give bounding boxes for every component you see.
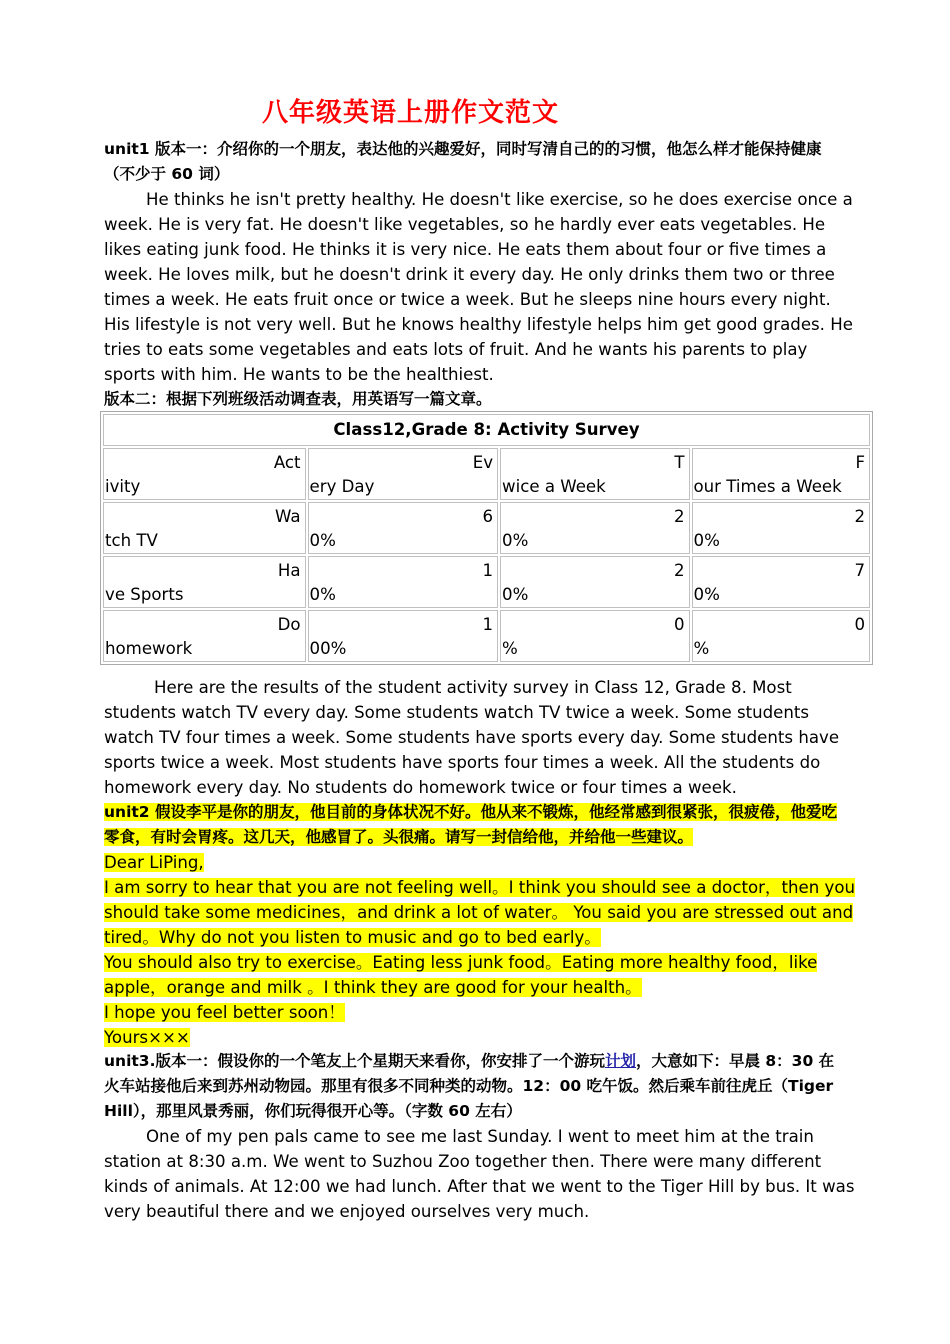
survey-row <box>103 556 870 608</box>
survey-cell-part: 0% <box>502 531 529 550</box>
survey-cell-part: ivity <box>105 477 141 496</box>
survey-cell <box>692 502 870 554</box>
survey-row <box>103 610 870 662</box>
survey-cell-part: wice a Week <box>502 477 606 496</box>
activity-survey-table <box>100 411 873 665</box>
survey-essay-line: sports twice a week. Most students have sports four times a week. All the students do <box>104 753 821 772</box>
survey-cell-part: Ev <box>472 453 494 472</box>
survey-cell-part: homework <box>105 639 193 658</box>
survey-essay <box>104 675 874 800</box>
unit3-section <box>104 1049 874 1224</box>
survey-cell <box>103 502 306 554</box>
survey-cell <box>692 610 870 662</box>
survey-cell-part: Wa <box>275 507 301 526</box>
unit1-essay-line: sports with him. He wants to be the healthiest. <box>104 365 494 384</box>
survey-cell-part: 7 <box>854 561 865 580</box>
survey-cell <box>692 556 870 608</box>
survey-cell-part: Ha <box>277 561 301 580</box>
survey-header-row <box>103 448 870 500</box>
survey-cell-part: Do <box>277 615 301 634</box>
unit1-essay-line: His lifestyle is not very well. But he knows healthy lifestyle helps him get good grades. He <box>104 315 853 334</box>
unit2-letter-line: Yours××× <box>104 1028 190 1047</box>
unit1-section <box>104 137 874 412</box>
survey-cell-part: F <box>855 453 865 472</box>
unit1-essay <box>104 187 874 387</box>
unit3-essay-line: One of my pen pals came to see me last Sunday. I went to meet him at the train <box>146 1127 814 1146</box>
survey-cell-part: 00% <box>309 639 347 658</box>
unit3-prompt-cont: 火车站接他后来到苏州动物园。那里有很多不同种类的动物。12：00 吃午饭。然后乘车前往虎丘（Tiger <box>104 1077 834 1095</box>
unit2-letter-line: You should also try to exercise。Eating less junk food。Eating more healthy food，like <box>104 953 818 972</box>
unit1-essay-line: likes eating junk food. He thinks it is very nice. He eats them about four or five times a <box>104 240 827 259</box>
survey-cell <box>103 610 306 662</box>
survey-cell-part: % <box>502 639 518 658</box>
survey-cell <box>500 448 689 500</box>
survey-cell-part: 0% <box>502 585 529 604</box>
unit2-letter-line: apple，orange and milk 。I think they are good for your health。 <box>104 978 642 997</box>
survey-essay-line: watch TV four times a week. Some students have sports every day. Some students have <box>104 728 840 747</box>
survey-cell-part: 1 <box>482 561 494 580</box>
survey-cell <box>308 502 499 554</box>
survey-cell <box>308 556 499 608</box>
survey-cell-part: T <box>674 453 685 472</box>
unit2-prompt: unit2 假设李平是你的朋友，他目前的身体状况不好。他从来不锻炼，他经常感到很紧张，很疲倦，他爱吃 <box>104 803 837 821</box>
survey-cell-part: ery Day <box>309 477 375 496</box>
unit3-prompt-cont2: Hill），那里风景秀丽，你们玩得很开心等。（字数 60 左右） <box>104 1102 522 1120</box>
version2-prompt: 版本二：根据下列班级活动调查表，用英语写一篇文章。 <box>104 390 492 408</box>
unit2-letter <box>104 850 874 1050</box>
survey-cell-part: tch TV <box>105 531 158 550</box>
unit2-letter-line: Dear LiPing, <box>104 853 204 872</box>
survey-cell-part: 2 <box>673 561 685 580</box>
survey-cell-part: % <box>693 639 710 658</box>
survey-cell-part: ve Sports <box>105 585 184 604</box>
unit2-section <box>104 800 874 1050</box>
survey-cell-part: 6 <box>482 507 494 526</box>
unit1-essay-line: He thinks he isn't pretty healthy. He doesn't like exercise, so he does exercise once a <box>146 190 853 209</box>
document-title: 八年级英语上册作文范文 <box>262 98 560 128</box>
unit3-prompt-tail: ，大意如下：早晨 8：30 在 <box>635 1052 835 1070</box>
survey-cell <box>500 556 689 608</box>
survey-cell-part: our Times a Week <box>693 477 842 496</box>
unit3-prompt: unit3.版本一：假设你的一个笔友上个星期天来看你，你安排了一个游玩 <box>104 1052 605 1070</box>
survey-essay-section <box>104 675 874 800</box>
survey-cell <box>308 610 499 662</box>
survey-essay-line: homework every day. No students do homework twice or four times a week. <box>104 778 737 797</box>
unit2-letter-line: I am sorry to hear that you are not feeling well。I think you should see a doctor，then you <box>104 878 856 897</box>
unit1-essay-line: week. He loves milk, but he doesn't drink it every day. He only drinks them two or three <box>104 265 835 284</box>
survey-cell-part: 0% <box>309 531 336 550</box>
survey-cell-part: 1 <box>482 615 494 634</box>
survey-cell-part: 0% <box>693 585 720 604</box>
survey-cell-part: 0% <box>693 531 720 550</box>
survey-essay-line: Here are the results of the student activity survey in Class 12, Grade 8. Most <box>154 678 792 697</box>
unit1-essay-line: tries to eats some vegetables and eats lots of fruit. And he wants his parents to play <box>104 340 808 359</box>
unit2-letter-line: should take some medicines，and drink a lot of water。 You said you are stressed out and <box>104 903 854 922</box>
survey-row <box>103 502 870 554</box>
survey-title: Class12,Grade 8: Activity Survey <box>103 414 870 446</box>
survey-cell <box>103 556 306 608</box>
survey-cell-part: 0% <box>309 585 336 604</box>
survey-cell-part: 0 <box>854 615 865 634</box>
survey-cell-part: 0 <box>673 615 685 634</box>
unit1-essay-line: week. He is very fat. He doesn't like vegetables, so he hardly ever eats vegetables. He <box>104 215 826 234</box>
unit1-prompt-cont: （不少于 60 词） <box>104 165 230 183</box>
unit3-essay-line: kinds of animals. At 12:00 we had lunch. After that we went to the Tiger Hill by bus. It was <box>104 1177 855 1196</box>
survey-cell <box>500 502 689 554</box>
survey-cell <box>308 448 499 500</box>
unit1-essay-line: times a week. He eats fruit once or twice a week. But he sleeps nine hours every night. <box>104 290 831 309</box>
survey-cell <box>500 610 689 662</box>
unit1-prompt: unit1 版本一：介绍你的一个朋友，表达他的兴趣爱好，同时写清自己的的习惯，他怎么样才能保持健康 <box>104 140 822 158</box>
unit2-prompt-cont: 零食，有时会胃疼。这几天，他感冒了。头很痛。请写一封信给他，并给他一些建议。 <box>104 828 694 846</box>
unit3-essay <box>104 1124 874 1224</box>
unit2-letter-line: I hope you feel better soon！ <box>104 1003 345 1022</box>
survey-cell-part: 2 <box>673 507 685 526</box>
unit2-letter-line: tired。Why do not you listen to music and go to bed early。 <box>104 928 601 947</box>
survey-essay-line: students watch TV every day. Some students watch TV twice a week. Some students <box>104 703 810 722</box>
survey-cell <box>692 448 870 500</box>
survey-cell-part: Act <box>273 453 301 472</box>
unit3-essay-line: station at 8:30 a.m. We went to Suzhou Zoo together then. There were many different <box>104 1152 822 1171</box>
survey-cell <box>103 448 306 500</box>
unit3-essay-line: very beautiful there and we enjoyed ourselves very much. <box>104 1202 590 1221</box>
survey-cell-part: 2 <box>854 507 865 526</box>
plan-link[interactable]: 计划 <box>604 1052 636 1070</box>
